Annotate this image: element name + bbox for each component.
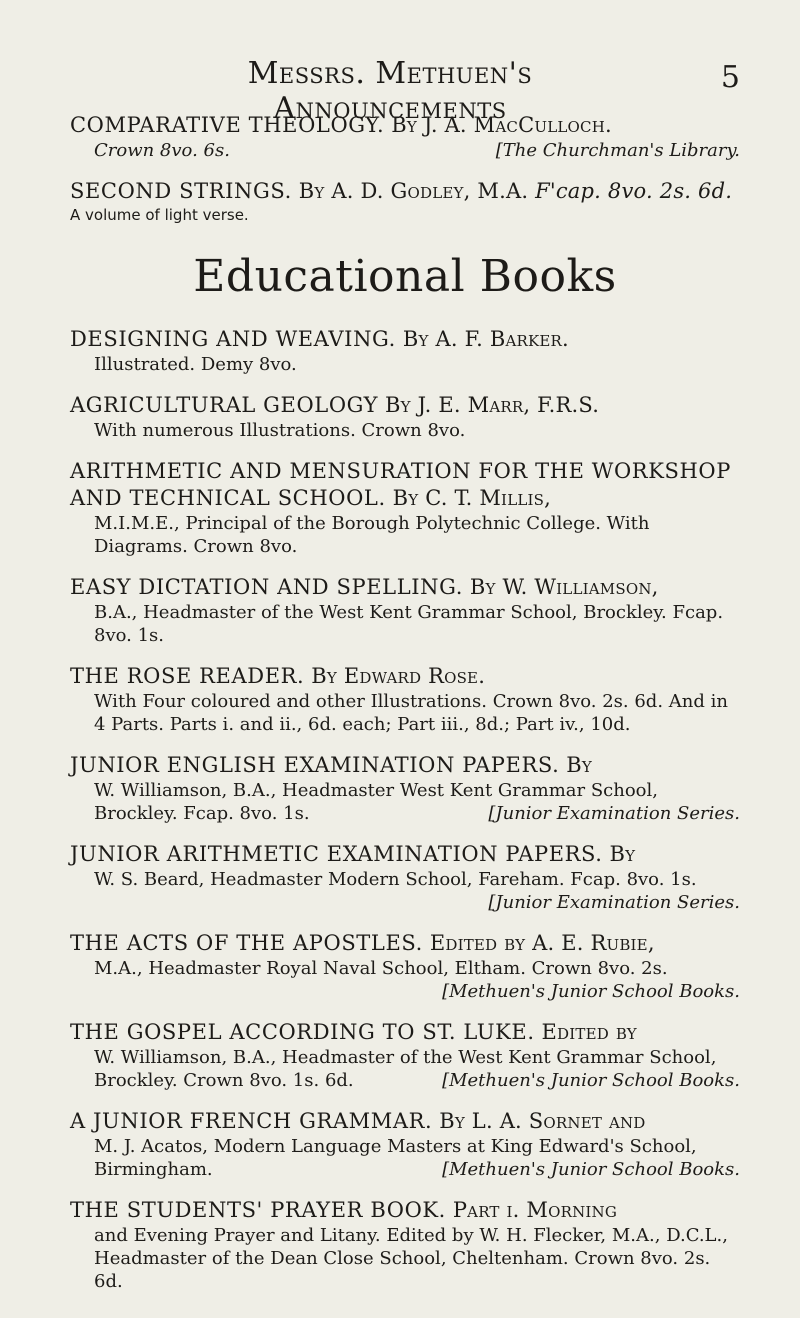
entry-series: [Methuen's Junior School Books. [442, 1159, 740, 1180]
entry-body: With Four coloured and other Illustrations. Crown 8vo. 2s. 6d. And in 4 Parts. Parts i. and ii., 6d. each; Part iii., 8d.; Part iv., 10d. [94, 691, 728, 735]
entry-title: SECOND STRINGS. [70, 179, 292, 203]
entry-series: [Methuen's Junior School Books. [442, 1070, 740, 1091]
entry-title: THE ROSE READER. [70, 664, 305, 688]
educational-list [70, 326, 740, 1293]
entry-title: AGRICULTURAL GEOLOGY [70, 393, 379, 417]
list-item [70, 663, 740, 736]
entry-author: By A. F. Barker. [402, 327, 569, 351]
entry-series: [Methuen's Junior School Books. [442, 981, 740, 1002]
entry-body: and Evening Prayer and Litany. Edited by W. H. Flecker, M.A., D.C.L., Headmaster of the Dean Close School, Cheltenham. Crown 8vo. 2s. 6d. [94, 1225, 728, 1292]
entry-details: F'cap. 8vo. 2s. 6d. [535, 179, 733, 203]
entry-title: THE STUDENTS' PRAYER BOOK. [70, 1198, 446, 1222]
list-item [70, 841, 740, 914]
entry-comparative-theology [70, 112, 740, 162]
entry-author: By A. D. Godley, M.A. [298, 179, 529, 203]
entry-title: DESIGNING AND WEAVING. [70, 327, 396, 351]
entry-title: EASY DICTATION AND SPELLING. [70, 575, 464, 599]
running-head: Messrs. Methuen's Announcements [247, 56, 533, 126]
entry-series: [Junior Examination Series. [488, 892, 740, 913]
entry-title: A JUNIOR FRENCH GRAMMAR. [70, 1109, 433, 1133]
section-title: Educational Books [193, 251, 617, 302]
entry-author: By [566, 753, 593, 777]
entry-title: ARITHMETIC AND MENSURATION FOR THE WORKSHOP AND TECHNICAL SCHOOL. [70, 459, 731, 510]
list-item [70, 1108, 740, 1181]
list-item [70, 1019, 740, 1092]
entry-second-strings [70, 178, 740, 225]
content [70, 112, 740, 1309]
entry-author: Edited by [541, 1020, 637, 1044]
entry-body: M.A., Headmaster Royal Naval School, Eltham. Crown 8vo. 2s. [94, 958, 668, 979]
entry-title: THE ACTS OF THE APOSTLES. [70, 931, 423, 955]
list-item [70, 752, 740, 825]
entry-body: M. J. Acatos, Modern Language Masters at King Edward's School, Birmingham. [94, 1136, 697, 1180]
list-item [70, 458, 740, 558]
entry-body: M.I.M.E., Principal of the Borough Polytechnic College. With Diagrams. Crown 8vo. [94, 513, 650, 557]
entry-title: JUNIOR ARITHMETIC EXAMINATION PAPERS. [70, 842, 603, 866]
entry-author: By J. A. MacCulloch. [391, 113, 612, 137]
entry-author: By Edward Rose. [311, 664, 486, 688]
entry-author: By L. A. Sornet and [439, 1109, 646, 1133]
entry-body: B.A., Headmaster of the West Kent Grammar School, Brockley. Fcap. 8vo. 1s. [94, 602, 724, 646]
entry-series: [Junior Examination Series. [488, 803, 740, 824]
entry-details: Crown 8vo. 6s. [94, 140, 230, 161]
entry-author: Part i. Morning [452, 1198, 618, 1222]
entry-title: JUNIOR ENGLISH EXAMINATION PAPERS. [70, 753, 560, 777]
entry-author: By C. T. Millis, [392, 486, 551, 510]
entry-author: By W. Williamson, [469, 575, 659, 599]
entry-series: [The Churchman's Library. [495, 140, 740, 161]
list-item [70, 392, 740, 442]
entry-title: THE GOSPEL ACCORDING TO ST. LUKE. [70, 1020, 535, 1044]
entry-author: By [609, 842, 636, 866]
entry-note: A volume of light verse. [70, 206, 249, 224]
list-item [70, 326, 740, 376]
entry-title: COMPARATIVE THEOLOGY. [70, 113, 385, 137]
entry-author: By J. E. Marr, F.R.S. [385, 393, 600, 417]
entry-body: With numerous Illustrations. Crown 8vo. [94, 420, 466, 441]
entry-body: Illustrated. Demy 8vo. [94, 354, 297, 375]
list-item [70, 1197, 740, 1293]
entry-author: Edited by A. E. Rubie, [429, 931, 655, 955]
entry-body: W. Williamson, B.A., Headmaster of the West Kent Grammar School, Brockley. Crown 8vo. 1s. 6d. [94, 1047, 717, 1091]
list-item [70, 930, 740, 1003]
page-number: 5 [720, 60, 740, 95]
list-item [70, 574, 740, 647]
entry-body: W. S. Beard, Headmaster Modern School, Fareham. Fcap. 8vo. 1s. [94, 869, 697, 890]
entry-body: W. Williamson, B.A., Headmaster West Kent Grammar School, Brockley. Fcap. 8vo. 1s. [94, 780, 658, 824]
